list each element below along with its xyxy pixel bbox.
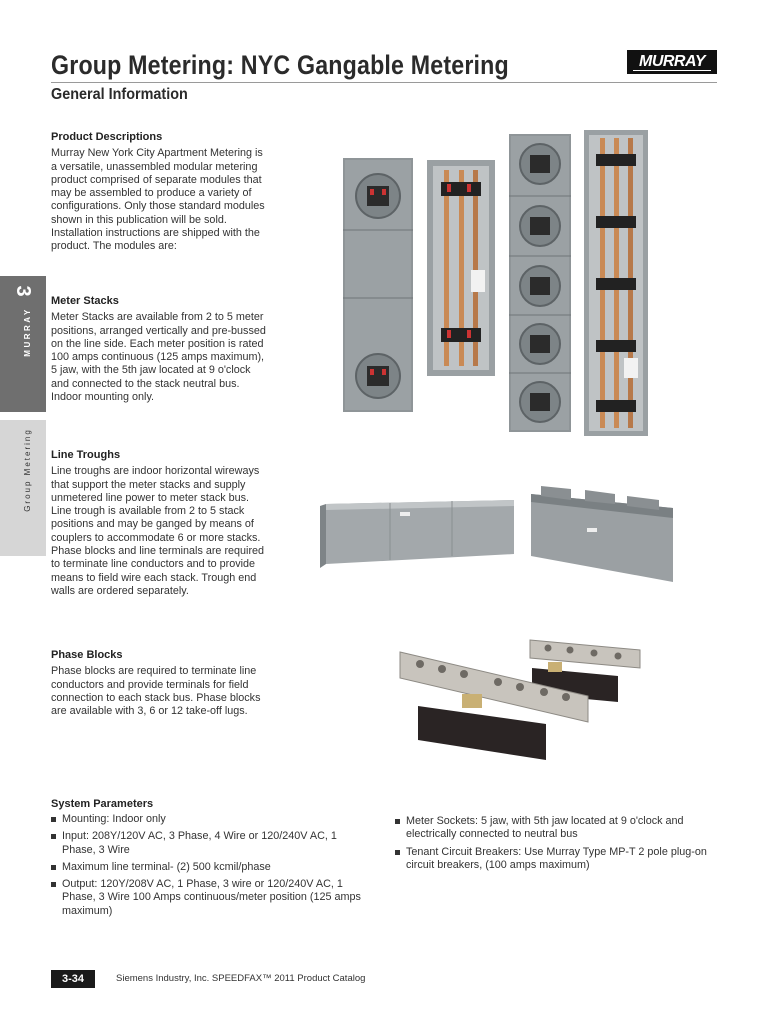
logo-text: MURRAY	[638, 53, 706, 70]
phase-blocks-image	[398, 632, 643, 762]
product-descriptions-heading: Product Descriptions	[51, 131, 163, 143]
footer-catalog-text: Siemens Industry, Inc. SPEEDFAX™ 2011 Product Catalog	[116, 973, 366, 984]
system-parameters-right-list	[395, 815, 720, 876]
meter-stack-5-position-image	[509, 134, 571, 432]
list-item: Mounting: Indoor only	[51, 813, 371, 826]
system-parameters-left-list	[51, 813, 371, 922]
list-item: Tenant Circuit Breakers: Use Murray Type MP-T 2 pole plug-on circuit breakers, (100 amps maximum)	[395, 846, 720, 873]
line-trough-closed-image	[320, 498, 514, 570]
line-trough-open-image	[527, 482, 675, 584]
page-title: Group Metering: NYC Gangable Metering	[51, 50, 509, 80]
meter-stack-interior-image	[427, 160, 495, 376]
line-troughs-heading: Line Troughs	[51, 449, 121, 461]
murray-logo	[627, 50, 717, 74]
page-number: 3-34	[51, 970, 95, 988]
meter-stacks-heading: Meter Stacks	[51, 295, 119, 307]
meter-stack-5-interior-image	[584, 130, 648, 436]
product-descriptions-body: Murray New York City Apartment Metering is a versatile, unassembled modular metering product comprised of separate modules that may be assembled to produce a variety of configurations. Only those standard modules shown in this publication will be sold. Installation instructions are shipped with the product. The modules are:	[51, 147, 265, 253]
brand-tab-label: MURRAY	[23, 307, 32, 357]
line-troughs-body: Line troughs are indoor horizontal wireways that support the meter stacks and supply unmetered line power to meter stack bus. Line trough is available from 2 to 5 stack positions and may be ganged by means of couplers to accommodate 6 or more stacks. Phase blocks and line terminals are required to terminate line conductors and to provide means to field wire each stack. Trough end walls are ordered separately.	[51, 465, 265, 597]
chapter-number: 3	[12, 285, 34, 297]
product-descriptions-section	[51, 131, 266, 254]
line-troughs-section	[51, 449, 266, 598]
meter-stack-2-position-image	[343, 158, 413, 412]
system-parameters-heading: System Parameters	[51, 798, 154, 810]
meter-stacks-section	[51, 295, 266, 404]
meter-stacks-body: Meter Stacks are available from 2 to 5 meter positions, arranged vertically and pre-bussed on the line side. Each meter position is rated 100 amps continuous (125 amps maximum), 5 jaw, with the 5th jaw located at 9 o'clock and connected to the stack neutral bus. Indoor mounting only.	[51, 311, 266, 404]
title-rule	[51, 82, 717, 83]
phase-blocks-body: Phase blocks are required to terminate line conductors and provide terminals for field connection to each stack bus. Phase blocks are available with 3, 6 or 12 take-off lugs.	[51, 665, 261, 718]
list-item: Output: 120Y/208V AC, 1 Phase, 3 wire or 120/240V AC, 1 Phase, 3 Wire 100 Amps continuous/meter position (125 amps maximum)	[51, 878, 371, 918]
phase-blocks-heading: Phase Blocks	[51, 649, 123, 661]
section-tab-label: Group Metering	[23, 428, 32, 512]
list-item: Maximum line terminal- (2) 500 kcmil/phase	[51, 861, 371, 874]
list-item: Meter Sockets: 5 jaw, with 5th jaw located at 9 o'clock and electrically connected to neutral bus	[395, 815, 720, 842]
list-item: Input: 208Y/120V AC, 3 Phase, 4 Wire or 120/240V AC, 1 Phase, 3 Wire	[51, 830, 371, 857]
phase-blocks-section	[51, 649, 266, 718]
page-subtitle: General Information	[51, 86, 188, 103]
